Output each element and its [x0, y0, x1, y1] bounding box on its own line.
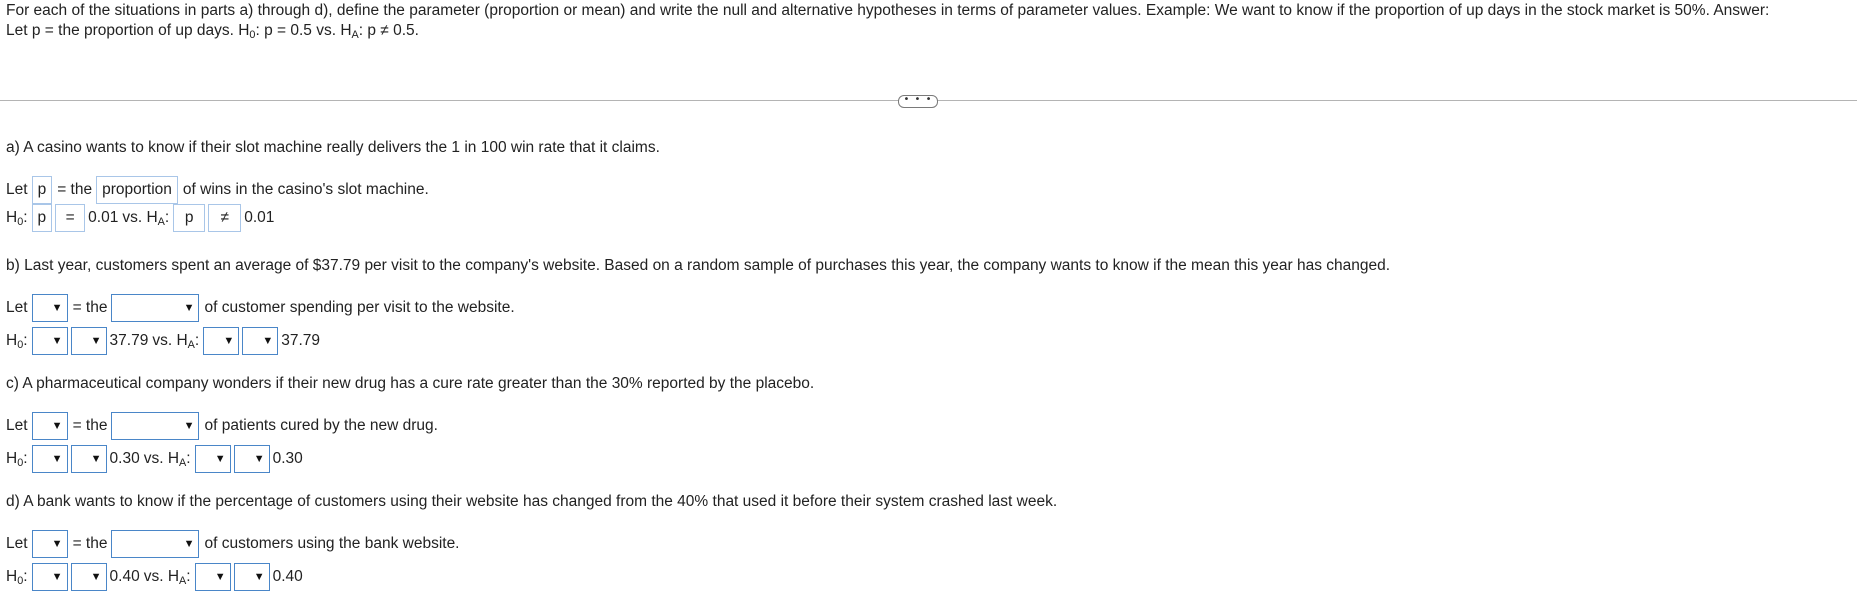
- vs-ha-label: [152, 332, 199, 350]
- example-text-end: : p ≠ 0.5.: [358, 22, 419, 39]
- equals-the-label: = the: [72, 417, 108, 434]
- dropdown-arrow-icon: ▼: [51, 334, 63, 347]
- example-text-mid: : p = 0.5 vs. H: [255, 22, 352, 39]
- subscript-0: 0: [249, 29, 256, 41]
- subscript-0: 0: [17, 575, 24, 587]
- d-h0-value: 0.40: [109, 568, 140, 585]
- dropdown-arrow-icon: ▼: [90, 452, 102, 465]
- colon: :: [164, 209, 170, 226]
- a-let-row: [6, 175, 433, 205]
- h0-label: [6, 209, 28, 227]
- a-ha-value: 0.01: [244, 209, 275, 226]
- h0-label: [6, 568, 28, 586]
- a-h0-parameter[interactable]: [32, 204, 53, 232]
- instructions-line-1: For each of the situations in parts a) through d), define the parameter (proportion or mean) and write the null and alternative hypotheses in terms of parameter values. Example: We want to know if the proportion of up days in the stock market is 50%. Answer:: [6, 2, 1770, 19]
- dropdown-arrow-icon: ▼: [214, 570, 226, 583]
- example-text-start: Let p = the proportion of up days. H: [6, 22, 250, 39]
- dropdown-arrow-icon: ▼: [183, 301, 195, 314]
- c-ha-value: 0.30: [272, 450, 303, 467]
- d-parameter-type-dropdown[interactable]: [111, 530, 199, 558]
- d-let-row: [6, 529, 464, 559]
- dropdown-arrow-icon: ▼: [262, 334, 274, 347]
- c-h0-parameter-dropdown[interactable]: [32, 445, 68, 473]
- c-parameter-type-dropdown[interactable]: [111, 412, 199, 440]
- subscript-a: A: [351, 29, 359, 41]
- h-letter: H: [6, 568, 18, 585]
- b-parameter-type-dropdown[interactable]: [111, 294, 199, 322]
- question-a: a) A casino wants to know if their slot machine really delivers the 1 in 100 win rate that it claims.: [6, 139, 660, 156]
- b-ha-parameter-dropdown[interactable]: [203, 327, 239, 355]
- vs-text: vs. H: [143, 450, 180, 467]
- a-h0-operator-value: =: [65, 209, 75, 226]
- dropdown-arrow-icon: ▼: [51, 452, 63, 465]
- question-d: d) A bank wants to know if the percentage of customers using their website has changed from the 40% that used it before their system crashed last week.: [6, 493, 1058, 510]
- colon: :: [23, 209, 28, 226]
- vs-text: vs. H: [143, 568, 180, 585]
- instructions-line-2: [6, 21, 1856, 41]
- dropdown-arrow-icon: ▼: [51, 537, 63, 550]
- c-hypotheses-row: [6, 444, 303, 474]
- subscript-a: A: [157, 216, 165, 228]
- c-h0-operator-dropdown[interactable]: [71, 445, 107, 473]
- question-c: c) A pharmaceutical company wonders if their new drug has a cure rate greater than the 30% reported by the placebo.: [6, 375, 815, 392]
- dropdown-arrow-icon: ▼: [51, 419, 63, 432]
- colon: :: [23, 332, 28, 349]
- dropdown-arrow-icon: ▼: [51, 301, 63, 314]
- let-label: Let: [6, 535, 28, 552]
- b-ha-operator-dropdown[interactable]: [242, 327, 278, 355]
- subscript-0: 0: [17, 457, 24, 469]
- subscript-0: 0: [17, 339, 24, 351]
- colon: :: [186, 568, 191, 585]
- vs-ha-label: [122, 209, 169, 227]
- colon: :: [23, 568, 28, 585]
- b-parameter-symbol-dropdown[interactable]: [32, 294, 68, 322]
- a-ha-parameter-value: p: [184, 209, 194, 226]
- h-letter: H: [6, 332, 18, 349]
- c-ha-parameter-dropdown[interactable]: [195, 445, 231, 473]
- c-ha-operator-dropdown[interactable]: [234, 445, 270, 473]
- vs-ha-label: [144, 568, 191, 586]
- dropdown-arrow-icon: ▼: [90, 334, 102, 347]
- a-ha-operator[interactable]: [208, 204, 241, 232]
- dropdown-arrow-icon: ▼: [223, 334, 235, 347]
- b-h0-value: 37.79: [109, 332, 149, 349]
- let-label: Let: [6, 299, 28, 316]
- colon: :: [23, 450, 28, 467]
- d-h0-parameter-dropdown[interactable]: [32, 563, 68, 591]
- subscript-a: A: [179, 457, 187, 469]
- a-parameter-symbol-value: p: [37, 181, 47, 198]
- b-hypotheses-row: [6, 326, 320, 356]
- equals-the-label: = the: [72, 535, 108, 552]
- let-label: Let: [6, 417, 28, 434]
- dropdown-arrow-icon: ▼: [90, 570, 102, 583]
- d-parameter-description: of customers using the bank website.: [204, 535, 460, 552]
- a-h0-value: 0.01: [88, 209, 119, 226]
- let-label: Let: [6, 181, 28, 198]
- a-parameter-description: of wins in the casino's slot machine.: [182, 181, 429, 198]
- dropdown-arrow-icon: ▼: [183, 419, 195, 432]
- equals-the-label: = the: [57, 181, 93, 198]
- dropdown-arrow-icon: ▼: [253, 452, 265, 465]
- subscript-a: A: [187, 339, 195, 351]
- colon: :: [194, 332, 200, 349]
- expand-more-button[interactable]: • • •: [898, 95, 938, 108]
- d-ha-parameter-dropdown[interactable]: [195, 563, 231, 591]
- dropdown-arrow-icon: ▼: [253, 570, 265, 583]
- dropdown-arrow-icon: ▼: [214, 452, 226, 465]
- h0-label: [6, 450, 28, 468]
- a-parameter-type-value: proportion: [102, 181, 172, 198]
- a-h0-operator[interactable]: [55, 204, 85, 232]
- subscript-0: 0: [17, 216, 24, 228]
- question-b: b) Last year, customers spent an average of $37.79 per visit to the company's website. Based on a random sample of purchases this year, the company wants to know if the mean this year has changed.: [6, 257, 1391, 274]
- b-parameter-description: of customer spending per visit to the website.: [204, 299, 515, 316]
- b-h0-parameter-dropdown[interactable]: [32, 327, 68, 355]
- a-parameter-type[interactable]: [96, 176, 178, 204]
- h-letter: H: [6, 450, 18, 467]
- a-ha-parameter[interactable]: [173, 204, 205, 232]
- vs-text: vs. H: [122, 209, 158, 226]
- a-hypotheses-row: [6, 203, 274, 233]
- dropdown-arrow-icon: ▼: [183, 537, 195, 550]
- vs-ha-label: [144, 450, 191, 468]
- d-ha-operator-dropdown[interactable]: [234, 563, 270, 591]
- subscript-a: A: [179, 575, 187, 587]
- a-h0-parameter-value: p: [37, 209, 47, 226]
- c-let-row: [6, 411, 442, 441]
- equals-the-label: = the: [72, 299, 108, 316]
- instructions: [6, 1, 1856, 41]
- b-ha-value: 37.79: [281, 332, 320, 349]
- d-hypotheses-row: [6, 562, 303, 592]
- d-parameter-symbol-dropdown[interactable]: [32, 530, 68, 558]
- b-let-row: [6, 293, 519, 323]
- c-h0-value: 0.30: [109, 450, 140, 467]
- vs-text: vs. H: [152, 332, 188, 349]
- c-parameter-description: of patients cured by the new drug.: [204, 417, 438, 434]
- d-ha-value: 0.40: [272, 568, 303, 585]
- a-ha-operator-value: ≠: [220, 209, 229, 226]
- h-letter: H: [6, 209, 18, 226]
- b-h0-operator-dropdown[interactable]: [71, 327, 107, 355]
- dropdown-arrow-icon: ▼: [51, 570, 63, 583]
- h0-label: [6, 332, 28, 350]
- c-parameter-symbol-dropdown[interactable]: [32, 412, 68, 440]
- d-h0-operator-dropdown[interactable]: [71, 563, 107, 591]
- a-parameter-symbol[interactable]: [32, 176, 53, 204]
- colon: :: [186, 450, 191, 467]
